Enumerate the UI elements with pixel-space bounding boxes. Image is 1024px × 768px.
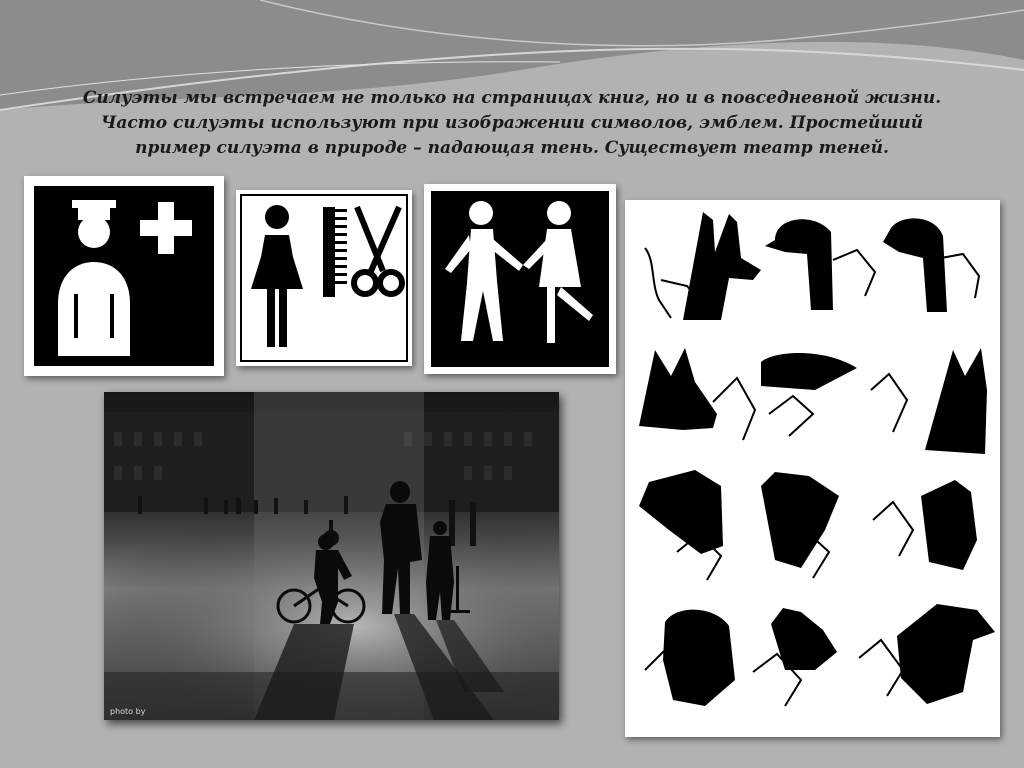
dancing-couple-sign-icon — [431, 191, 609, 367]
hairdresser-sign-icon — [239, 193, 409, 363]
medical-staff-sign — [24, 176, 224, 376]
hand-shadow-puppets-icon — [625, 200, 1000, 737]
caption-line-1: Силуэты мы встречаем не только на страницах книг, но и в повседневной жизни. — [82, 88, 942, 108]
photo-credit: photo by — [110, 707, 146, 716]
caption-line-3: пример силуэта в природе – падающая тень. Существует театр теней. — [135, 138, 889, 158]
medical-staff-sign-icon — [34, 186, 214, 366]
dancing-couple-sign — [424, 184, 616, 374]
slide-caption — [30, 86, 994, 161]
shadow-photo-image — [104, 392, 559, 720]
shadow-photo — [104, 392, 559, 720]
hand-shadow-puppets-image — [625, 200, 1000, 737]
hairdresser-sign — [236, 190, 412, 366]
caption-line-2: Часто силуэты используют при изображении символов, эмблем. Простейший — [100, 113, 924, 133]
